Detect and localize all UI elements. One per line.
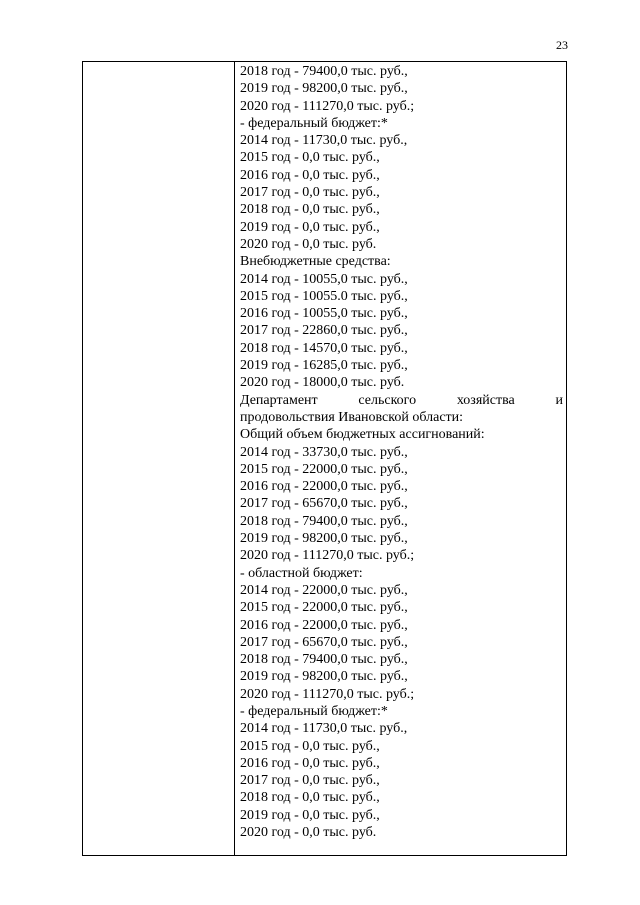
text-line: 2017 год - 0,0 тыс. руб., (240, 185, 380, 201)
text-line: 2014 год - 11730,0 тыс. руб., (240, 721, 408, 737)
text-line: 2016 год - 0,0 тыс. руб., (240, 755, 380, 771)
text-line: 2014 год - 11730,0 тыс. руб., (240, 133, 408, 149)
text-line: - федеральный бюджет:* (240, 703, 388, 719)
text-line: 2020 год - 111270,0 тыс. руб.; (240, 548, 415, 564)
text-line: 2016 год - 0,0 тыс. руб., (240, 167, 380, 183)
text-line: 2017 год - 22860,0 тыс. руб., (240, 323, 408, 339)
text-line: Общий объем бюджетных ассигнований: (240, 427, 485, 443)
text-line: 2019 год - 98200,0 тыс. руб., (240, 531, 408, 547)
column-divider (234, 62, 235, 855)
text-line: 2020 год - 0,0 тыс. руб. (240, 236, 377, 252)
text-line: 2015 год - 22000,0 тыс. руб., (240, 600, 408, 616)
text-line: 2019 год - 98200,0 тыс. руб., (240, 669, 408, 685)
text-line: 2017 год - 65670,0 тыс. руб., (240, 496, 408, 512)
table-right-cell (240, 63, 563, 841)
text-line: Внебюджетные средства: (240, 254, 391, 270)
text-line: 2017 год - 65670,0 тыс. руб., (240, 634, 408, 650)
text-line: 2015 год - 22000,0 тыс. руб., (240, 461, 408, 477)
text-line: 2016 год - 22000,0 тыс. руб., (240, 617, 408, 633)
text-line: - областной бюджет: (240, 565, 363, 581)
text-line: 2018 год - 79400,0 тыс. руб., (240, 513, 408, 529)
text-line: - федеральный бюджет:* (240, 115, 388, 131)
text-line: 2014 год - 22000,0 тыс. руб., (240, 582, 408, 598)
text-line: 2020 год - 111270,0 тыс. руб.; (240, 98, 415, 114)
text-line: 2015 год - 10055.0 тыс. руб., (240, 288, 408, 304)
department-word: Департамент (240, 392, 318, 408)
text-line: 2019 год - 98200,0 тыс. руб., (240, 81, 408, 97)
text-line: 2019 год - 0,0 тыс. руб., (240, 219, 380, 235)
department-word: сельского (358, 392, 417, 408)
text-line: 2017 год - 0,0 тыс. руб., (240, 773, 380, 789)
text-line: 2016 год - 10055,0 тыс. руб., (240, 306, 408, 322)
document-table (82, 61, 567, 856)
text-line: 2020 год - 111270,0 тыс. руб.; (240, 686, 415, 702)
text-line: 2015 год - 0,0 тыс. руб., (240, 738, 380, 754)
text-line: 2018 год - 14570,0 тыс. руб., (240, 340, 408, 356)
text-line: 2020 год - 0,0 тыс. руб. (240, 825, 377, 841)
text-line: 2018 год - 79400,0 тыс. руб., (240, 652, 408, 668)
text-line: 2020 год - 18000,0 тыс. руб. (240, 375, 405, 391)
text-line: 2019 год - 16285,0 тыс. руб., (240, 358, 408, 374)
text-line: продовольствия Ивановской области: (240, 409, 464, 425)
text-line: 2018 год - 79400,0 тыс. руб., (240, 64, 408, 79)
text-line: 2015 год - 0,0 тыс. руб., (240, 150, 380, 166)
text-line: 2016 год - 22000,0 тыс. руб., (240, 479, 408, 495)
department-word: хозяйства (456, 392, 515, 408)
text-line: 2018 год - 0,0 тыс. руб., (240, 202, 380, 218)
text-line: 2014 год - 10055,0 тыс. руб., (240, 271, 408, 287)
text-line: 2019 год - 0,0 тыс. руб., (240, 807, 380, 823)
text-line: 2014 год - 33730,0 тыс. руб., (240, 444, 408, 460)
table-left-cell (83, 62, 234, 855)
department-line (240, 392, 563, 409)
department-word: и (555, 392, 563, 408)
text-line: 2018 год - 0,0 тыс. руб., (240, 790, 380, 806)
page-number: 23 (556, 38, 568, 52)
